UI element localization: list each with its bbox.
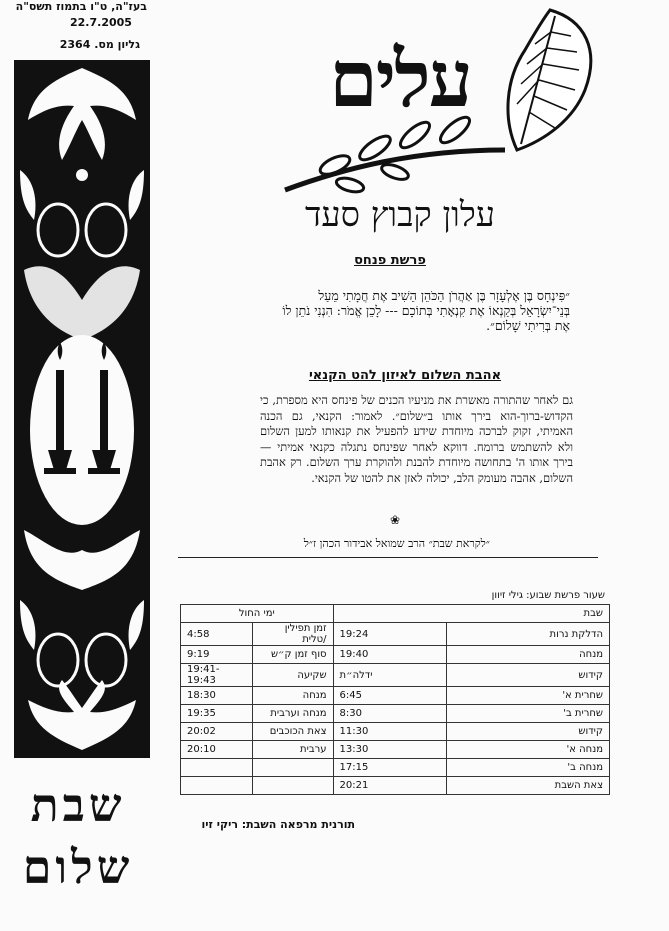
table-row	[181, 623, 610, 646]
table-row	[181, 759, 610, 777]
table-row	[181, 687, 610, 705]
shabbat-time: 19:40	[333, 646, 446, 664]
weekday-header: ימי החול	[181, 605, 334, 623]
weekday-time: 20:10	[181, 741, 253, 759]
shabbat-time: 13:30	[333, 741, 446, 759]
shabbat-label: קידוש	[446, 723, 609, 741]
schedule-title: שעור פרשת שבוע: גילי זיוון	[491, 590, 605, 601]
masthead-logo	[255, 0, 605, 200]
shabbat-time: 20:21	[333, 777, 446, 795]
hebrew-date: בעז"ה, ט"ו בתמוז תשס"ה	[15, 0, 147, 13]
weekday-time	[181, 777, 253, 795]
shabbat-time: 17:15	[333, 759, 446, 777]
table-row	[181, 777, 610, 795]
shabbat-time: 11:30	[333, 723, 446, 741]
issue-number: גליון מס. 2364	[59, 38, 140, 51]
shabbat-time: ידלה״ת	[333, 664, 446, 687]
weekday-time: 4:58	[181, 623, 253, 646]
weekday-label: שקיעה	[253, 664, 333, 687]
table-row	[181, 741, 610, 759]
table-row	[181, 705, 610, 723]
table-row	[181, 664, 610, 687]
shabbat-label: מנחה	[446, 646, 609, 664]
shabbat-header: שבת	[333, 605, 609, 623]
shabbat-label: מנחה א'	[446, 741, 609, 759]
weekday-label: מנחה וערבית	[253, 705, 333, 723]
weekday-time: 19:35	[181, 705, 253, 723]
weekday-label: זמן תפילין /טלית	[253, 623, 333, 646]
weekday-time: 20:02	[181, 723, 253, 741]
gregorian-date: 22.7.2005	[70, 16, 132, 29]
shabbat-time: 8:30	[333, 705, 446, 723]
weekday-time	[181, 759, 253, 777]
parsha-title: פרשת פנחס	[354, 253, 426, 268]
doctor-on-duty: תורנית מרפאה השבת: ריקי זיו	[201, 818, 355, 831]
table-row	[181, 723, 610, 741]
shabbat-label: שחרית ב'	[446, 705, 609, 723]
shabbat-label: קידוש	[446, 664, 609, 687]
weekday-label: מנחה	[253, 687, 333, 705]
section-divider	[178, 557, 598, 558]
shabbat-time: 6:45	[333, 687, 446, 705]
table-row	[181, 646, 610, 664]
newsletter-subtitle: עלון קבוץ סעד	[304, 195, 496, 235]
sidebar-word-shabbat: שבת	[30, 778, 126, 832]
ornament-art	[14, 60, 150, 758]
logo-title: עלים	[329, 34, 471, 125]
table-header-row	[181, 605, 610, 623]
decorative-border	[14, 60, 150, 758]
shabbat-label: צאת השבת	[446, 777, 609, 795]
ornament-divider: ❀	[389, 513, 401, 527]
shabbat-label: הדלקת נרות	[446, 623, 609, 646]
shabbat-time: 19:24	[333, 623, 446, 646]
parsha-quote: ״פִּינְחָס בֶּן אֶלְעָזָר בֶּן אַהֲרֹן הַכֹּהֵן הֵשִׁיב אֶת חֲמָתִי מֵעַל בְּנֵי־יִשְׂרָאֵל בְּקַנְאוֹ אֶת קִנְאָתִי בְּתוֹכָם --- לָכֵן אֱמֹר: הִנְנִי נֹתֵן לוֹ אֶת בְּרִיתִי שָׁלוֹם״.	[282, 288, 570, 333]
weekday-time: 19:41-19:43	[181, 664, 253, 687]
weekday-label: ערבית	[253, 741, 333, 759]
weekday-time: 18:30	[181, 687, 253, 705]
sidebar-word-shalom: שלום	[22, 840, 134, 894]
weekday-label: צאת הכוכבים	[253, 723, 333, 741]
weekday-label	[253, 777, 333, 795]
article-title: אהבת השלום לאיזון להט הקנאי	[308, 368, 502, 383]
weekday-label	[253, 759, 333, 777]
article-credit: ״לקראת שבת״ הרב שמואל אבידור הכהן ז״ל	[303, 537, 490, 550]
weekday-label: סוף זמן ק״ש	[253, 646, 333, 664]
prayer-schedule-table	[180, 604, 610, 795]
shabbat-label: שחרית א'	[446, 687, 609, 705]
weekday-time: 9:19	[181, 646, 253, 664]
shabbat-label: מנחה ב'	[446, 759, 609, 777]
article-body: גם לאחר שהתורה מאשרת את מניעיו הכנים של פינחס היא מספרת, כי הקדוש-ברוך-הוא בירך אותו ב״שלום״. לאמור: הקנאי, גם הכנה האמיתי, זקוק לברכה מיוחדת שידע להפעיל את קנאותו למען השלום ולא להשתמש ברומח. דווקא לאחר שפינחס נתגלה כקנאי אמיתי — בירך אותו ה' בתחושה מיוחדת להבנת ולהוקרת ערך השלום. רק אהבת השלום, אהבה מעומק הלב, יכולה לאזן את להטו של הקנאי.	[260, 393, 573, 485]
